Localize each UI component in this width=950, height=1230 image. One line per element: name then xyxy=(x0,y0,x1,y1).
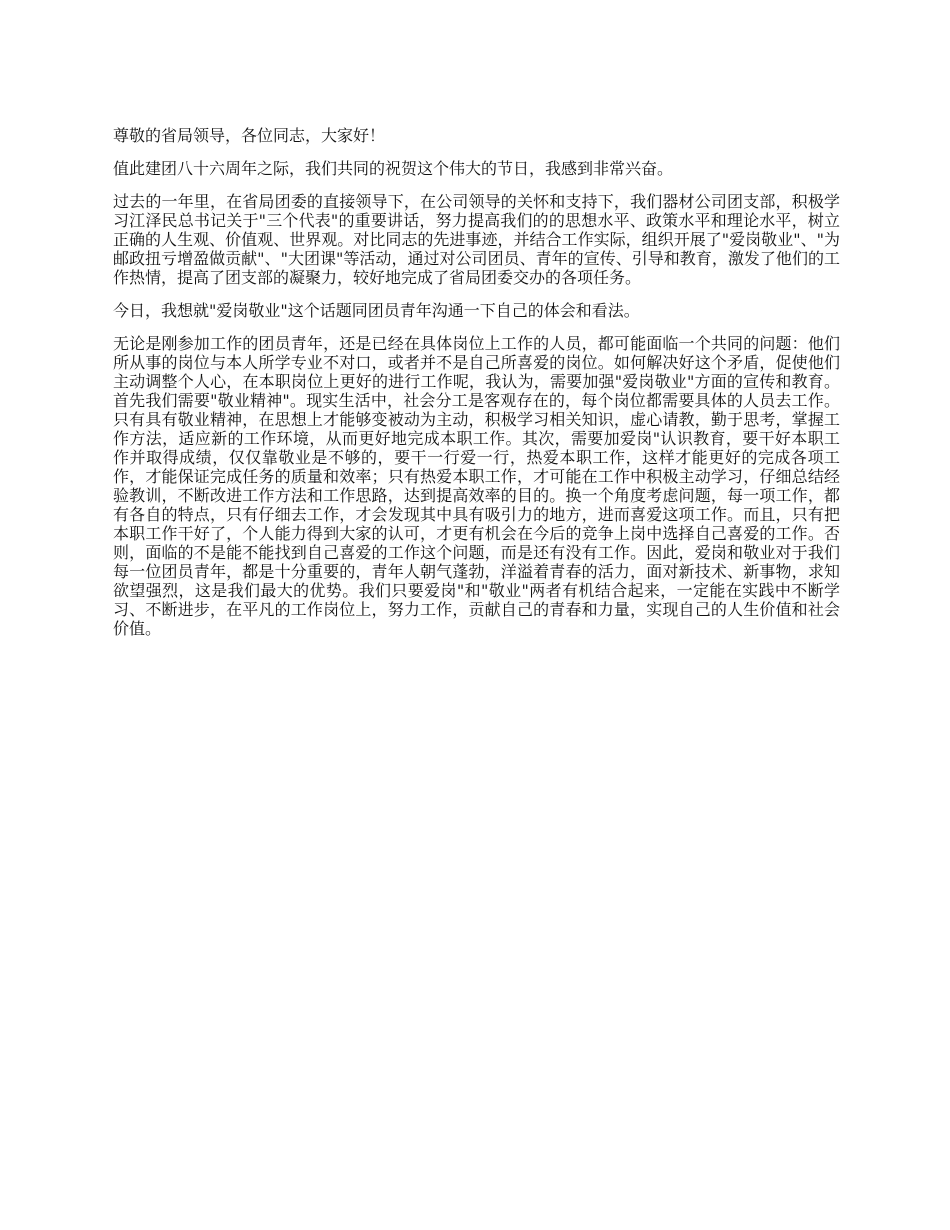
main-argument-paragraph: 无论是刚参加工作的团员青年，还是已经在具体岗位上工作的人员，都可能面临一个共同的问题：他们所从事的岗位与本人所学专业不对口，或者并不是自己所喜爱的岗位。如何解决好这个矛盾，促使他们主动调整个人心，在本职岗位上更好的进行工作呢，我认为，需要加强"爱岗敬业"方面的宣传和教育。首先我们需要"敬业精神"。现实生活中，社会分工是客观存在的，每个岗位都需要具体的人员去工作。只有具有敬业精神，在思想上才能够变被动为主动，积极学习相关知识，虚心请教，勤于思考，掌握工作方法，适应新的工作环境，从而更好地完成本职工作。其次，需要加爱岗"认识教育，要干好本职工作并取得成绩，仅仅靠敬业是不够的，要干一行爱一行，热爱本职工作，这样才能更好的完成各项工作，才能保证完成任务的质量和效率；只有热爱本职工作，才可能在工作中积极主动学习，仔细总结经验教训，不断改进工作方法和工作思路，达到提高效率的目的。换一个角度考虑问题，每一项工作，都有各自的特点，只有仔细去工作，才会发现其中具有吸引力的地方，进而喜爱这项工作。而且，只有把本职工作干好了，个人能力得到大家的认可，才更有机会在今后的竞争上岗中选择自己喜爱的工作。否则，面临的不是能不能找到自己喜爱的工作这个问题，而是还有没有工作。因此，爱岗和敬业对于我们每一位团员青年，都是十分重要的，青年人朝气蓬勃，洋溢着青春的活力，面对新技术、新事物，求知欲望强烈，这是我们最大的优势。我们只要爱岗"和"敬业"两者有机结合起来，一定能在实践中不断学习、不断进步，在平凡的工作岗位上，努力工作，贡献自己的青春和力量，实现自己的人生价值和社会价值。 xyxy=(113,334,840,638)
topic-paragraph: 今日，我想就"爱岗敬业"这个话题同团员青年沟通一下自己的体会和看法。 xyxy=(113,301,640,320)
review-paragraph: 过去的一年里，在省局团委的直接领导下，在公司领导的关怀和支持下，我们器材公司团支部，积极学习江泽民总书记关于"三个代表"的重要讲话，努力提高我们的的思想水平、政策水平和理论水平，树立正确的人生观、价值观、世界观。对比同志的先进事迹，并结合工作实际，组织开展了"爱岗敬业"、"为邮政扭亏增盈做贡献"、"大团课"等活动，通过对公司团员、青年的宣传、引导和教育，激发了他们的工作热情，提高了团支部的凝聚力，较好地完成了省局团委交办的各项任务。 xyxy=(113,192,840,287)
intro-paragraph: 值此建团八十六周年之际，我们共同的祝贺这个伟大的节日，我感到非常兴奋。 xyxy=(113,159,674,178)
document-body xyxy=(113,126,840,652)
greeting-paragraph: 尊敬的省局领导，各位同志，大家好！ xyxy=(113,126,386,145)
